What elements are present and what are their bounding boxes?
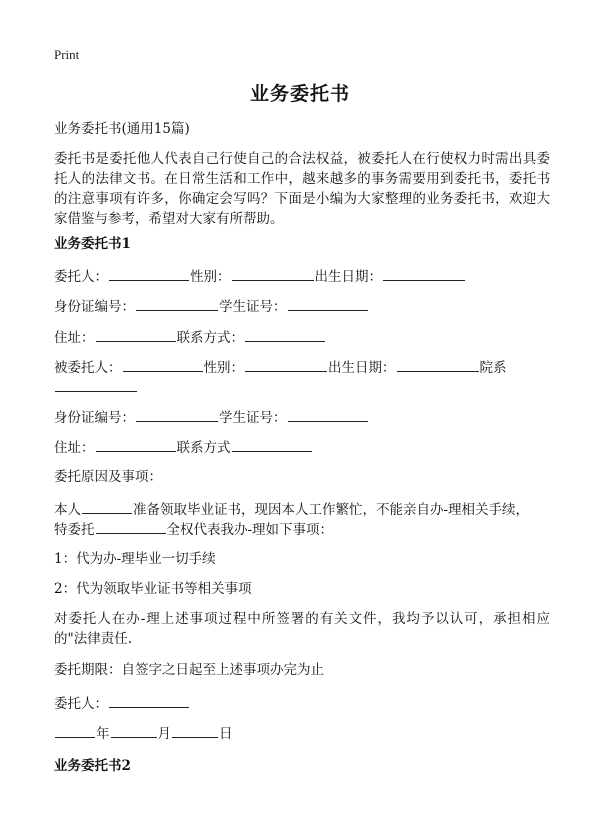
principal-gender-blank: [232, 266, 314, 281]
signature-blank: [109, 693, 189, 708]
agent-address-label: 住址：: [54, 440, 95, 456]
agent-blank: [96, 519, 166, 534]
liability-paragraph: 对委托人在办-理上述事项过程中所签署的有关文件，我均予以认可，承担相应的"法律责任.: [54, 611, 550, 647]
agent-id-label: 身份证编号：: [54, 410, 135, 426]
agent-address-blank: [96, 437, 176, 452]
principal-contact-label: 联系方式：: [176, 330, 244, 346]
document-title: 业务委托书: [249, 83, 350, 105]
item-2: 2：代为领取毕业证书等相关事项: [54, 581, 252, 597]
section-heading-1: 业务委托书1: [54, 236, 131, 252]
day-blank: [172, 723, 218, 738]
agent-birth-blank: [397, 357, 479, 372]
section-heading-2: 业务委托书2: [54, 758, 131, 774]
reason-label: 委托原因及事项：: [54, 469, 162, 485]
agent-label: 被委托人：: [54, 360, 122, 376]
agent-address-row: [54, 437, 554, 458]
agent-contact-blank: [232, 437, 312, 452]
principal-address-row: [54, 327, 554, 348]
body-text: 准备领取毕业证书，现因本人工作繁忙，不能亲自办-理相关手续，: [133, 502, 530, 518]
day-label: 日: [219, 726, 233, 742]
item-1: 1：代为办-理毕业一切手续: [54, 551, 216, 567]
name-blank: [82, 499, 132, 514]
principal-info-row: [54, 266, 554, 287]
month-label: 月: [157, 726, 171, 742]
agent-birth-label: 出生日期：: [328, 360, 396, 376]
signature-label: 委托人：: [54, 696, 108, 712]
month-blank: [111, 723, 157, 738]
principal-name-blank: [109, 266, 189, 281]
date-row: [54, 723, 554, 744]
agent-gender-blank: [245, 357, 327, 372]
agent-info-row: [54, 357, 554, 378]
principal-id-blank: [136, 296, 218, 311]
body-text: 特委托: [54, 522, 95, 538]
principal-student-id-label: 学生证号：: [219, 299, 287, 315]
period-line: 委托期限：自签字之日起至上述事项办完为止: [54, 662, 324, 678]
agent-id-blank: [136, 407, 218, 422]
principal-id-row: [54, 296, 554, 317]
year-label: 年: [96, 726, 110, 742]
principal-id-label: 身份证编号：: [54, 299, 135, 315]
principal-birth-blank: [383, 266, 465, 281]
document-subtitle: 业务委托书(通用15篇): [54, 121, 190, 137]
agent-contact-label: 联系方式: [176, 440, 231, 456]
principal-address-blank: [96, 327, 176, 342]
principal-birth-label: 出生日期：: [314, 269, 382, 285]
principal-student-id-blank: [288, 296, 368, 311]
principal-address-label: 住址：: [54, 330, 95, 346]
agent-id-row: [54, 407, 554, 428]
agent-dept-row: [54, 377, 554, 398]
body-line-1: [54, 499, 554, 520]
body-text: 本人: [54, 502, 81, 518]
agent-gender-label: 性别：: [203, 360, 244, 376]
agent-dept-blank: [55, 377, 137, 392]
principal-label: 委托人：: [54, 269, 108, 285]
intro-paragraph: 委托书是委托他人代表自己行使自己的合法权益，被委托人在行使权力时需出具委托人的法律文书。在日常生活和工作中，越来越多的事务需要用到委托书，委托书的注意事项有许多，你确定会写吗？下面是小编为大家整理的业务委托书，欢迎大家借鉴与参考，希望对大家有所帮助。: [54, 151, 550, 227]
agent-dept-label: 院系: [479, 360, 507, 376]
agent-student-id-label: 学生证号：: [219, 410, 287, 426]
body-line-2: [54, 519, 554, 540]
principal-contact-blank: [245, 327, 325, 342]
principal-gender-label: 性别：: [190, 269, 231, 285]
signature-row: [54, 693, 554, 714]
print-link[interactable]: Print: [54, 47, 80, 62]
year-blank: [55, 723, 95, 738]
agent-name-blank: [123, 357, 203, 372]
agent-student-id-blank: [288, 407, 368, 422]
body-text: 全权代表我办-理如下事项：: [166, 522, 334, 538]
